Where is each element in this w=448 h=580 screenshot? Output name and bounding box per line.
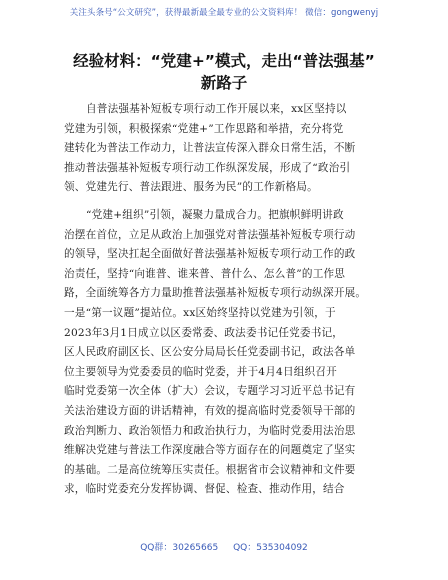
paragraph-line: 位主要领导为党委委员的临时党委，并于4月4日组织召开 — [64, 365, 337, 378]
paragraph-line: 治责任，坚持“向谁普、谁来普、普什么、怎么普”的工作思 — [64, 267, 346, 280]
paragraph-line: 区人民政府副区长、区公安分局局长任党委副书记，政法各单 — [64, 346, 356, 359]
paragraph-line: 治摆在首位，立足从政治上加强党对普法强基补短板专项行动 — [64, 228, 356, 241]
paragraph-line: 2023年3月1日成立以区委常委、政法委书记任党委书记， — [64, 326, 344, 339]
paragraph-line: 党建为引领，积极探索“党建+”工作思路和举措，充分将党 — [64, 122, 344, 135]
paragraph-line: 维解决党建与普法工作深度融合等方面存在的问题奠定了坚实 — [64, 444, 356, 457]
paragraph-line: 政治判断力、政治领悟力和政治执行力，为临时党委用法治思 — [64, 424, 356, 437]
paragraph-line: 关法治建设方面的讲话精神，有效的提高临时党委领导干部的 — [64, 404, 356, 417]
document-body — [64, 100, 391, 500]
paragraph-line: 一是“第一议题”提站位。xx区始终坚持以党建为引领，于 — [64, 306, 336, 319]
paragraph-1 — [64, 100, 391, 198]
paragraph-line: 建转化为普法工作动力，让普法宣传深入群众日常生活，不断 — [64, 142, 356, 155]
paragraph-line: “党建+组织”引领，凝聚力量成合力。把旗帜鲜明讲政 — [86, 208, 344, 221]
paragraph-2 — [64, 206, 391, 500]
paragraph-line: 自普法强基补短板专项行动工作开展以来，xx区坚持以 — [86, 103, 347, 115]
footer-qq-number: QQ：535304092 — [233, 543, 308, 553]
header-banner — [24, 8, 424, 38]
paragraph-line: 求，临时党委充分发挥协调、督促、检查、推动作用，结合 — [64, 483, 345, 496]
header-line: 关注头条号“公文研究”，获得最新最全最专业的公文资料库！ 微信：gongwenyj — [69, 8, 379, 18]
paragraph-line: 路，全面统筹各方力量助推普法强基补短板专项行动纵深开展。 — [64, 287, 367, 300]
paragraph-line: 的基础。二是高位统筹压实责任。根据省市会议精神和文件要 — [64, 463, 356, 476]
document-title — [40, 50, 408, 94]
paragraph-line: 领、党建先行、普法跟进、服务为民”的工作新格局。 — [64, 181, 318, 194]
paragraph-line: 临时党委第一次全体（扩大）会议，专题学习习近平总书记有 — [64, 385, 356, 398]
paragraph-line: 推动普法强基补短板专项行动工作纵深发展，形成了“政治引 — [64, 161, 351, 174]
title-line-2: 新路子 — [200, 74, 248, 92]
title-line-1: 经验材料：“党建+”模式，走出“普法强基” — [73, 52, 375, 70]
footer-qq-group: QQ群：30265665 — [140, 543, 219, 553]
footer-contact — [0, 540, 448, 553]
paragraph-line: 的领导，坚决扛起全面做好普法强基补短板专项行动工作的政 — [64, 248, 356, 261]
